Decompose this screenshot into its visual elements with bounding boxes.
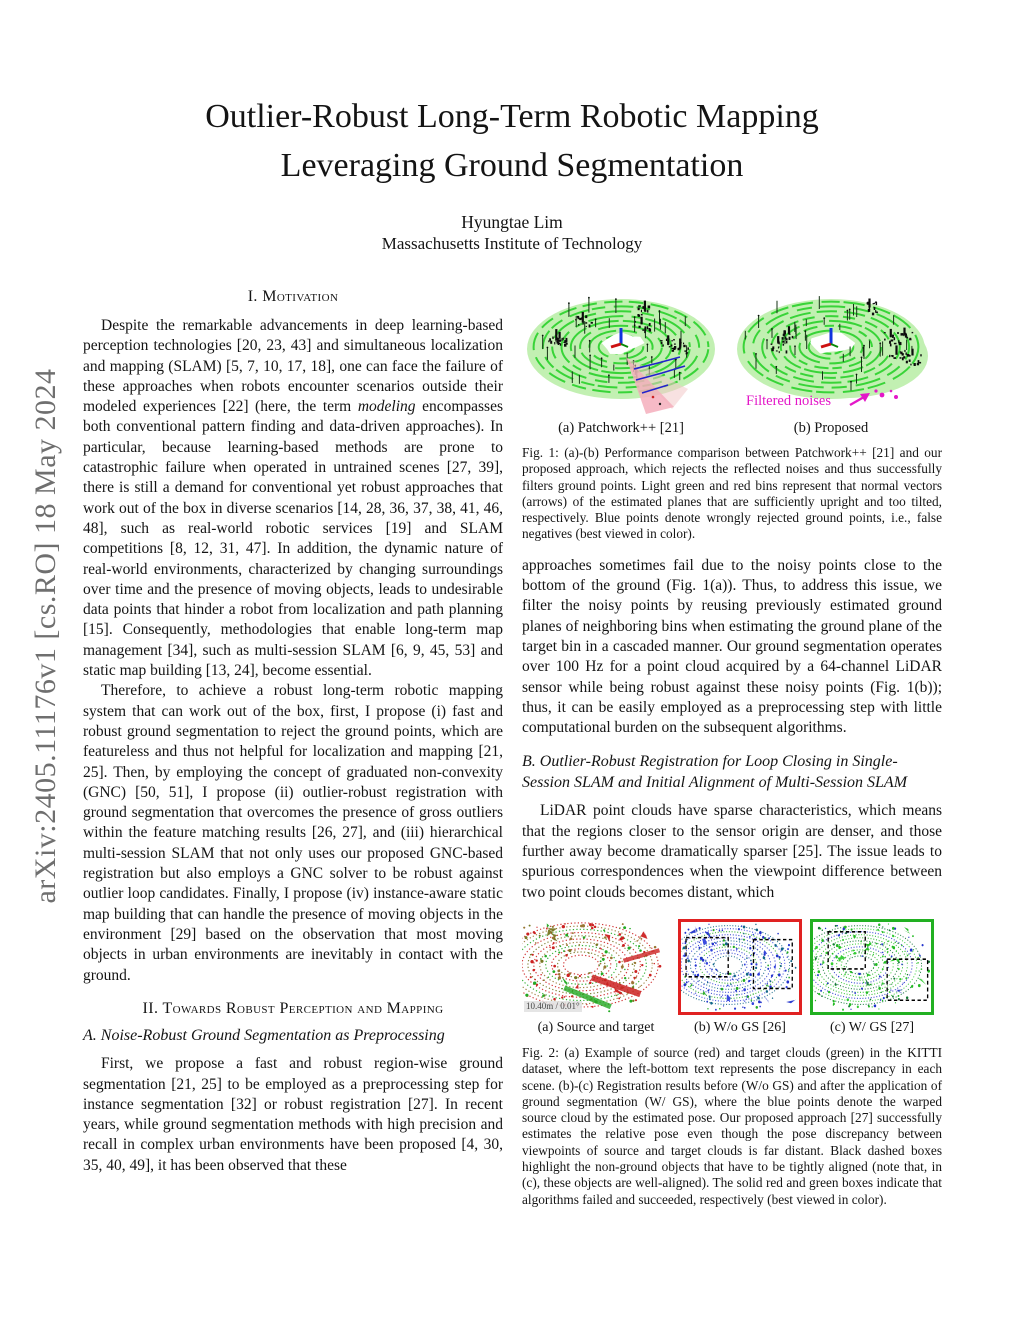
fig2-subcaption-a: (a) Source and target bbox=[537, 1019, 655, 1035]
fig2-subcaptions bbox=[522, 1019, 942, 1037]
section-heading-motivation: I. Motivation bbox=[247, 288, 339, 305]
subsection-b-heading: B. Outlier-Robust Registration for Loop Closing in Single-Session SLAM and Initial Alignment of Multi-Session SLAM bbox=[522, 753, 908, 791]
paper-title-line1: Outlier-Robust Long-Term Robotic Mapping bbox=[205, 98, 819, 135]
author-name: Hyungtae Lim bbox=[461, 212, 563, 232]
paragraph-lidar-sparse: LiDAR point clouds have sparse characteristics, which means that the regions closer to the sensor origin are denser, and those further away become dramatically sparser [25]. The issue leads to spurious correspondences when the viewpoint difference between two point clouds becomes distant, which bbox=[522, 802, 942, 901]
author-affiliation: Massachusetts Institute of Technology bbox=[381, 234, 643, 253]
paper-title-line2: Leveraging Ground Segmentation bbox=[280, 147, 744, 184]
paragraph-ground-seg: First, we propose a fast and robust region-wise ground segmentation [21, 25] to be employed as a preprocessing step for instance segmentation [32] or robust registration [27]. In recent years, while ground segmentation methods with high precision and recall in complex urban environments have been proposed [4, 30, 35, 40, 49], it has been observed that these bbox=[83, 1055, 503, 1174]
paragraph-motivation-2: Therefore, to achieve a robust long-term robotic mapping system that can work out of the box, first, I propose (i) fast and robust ground segmentation to reject the ground points, which are featureless and thus not helpful for localization and mapping [21, 25]. Then, by employing the concept of graduated non-convexity (GNC) [50, 51], I propose (ii) outlier-robust registration with ground segmentation that overcomes the presence of gross outliers within the feature matching results [26, 27], and (iii) hierarchical multi-session SLAM that not only uses our proposed GNC-based registration but also employs a GNC solver to be robust against outlier loop candidates. Finally, I propose (iv) instance-aware static map building that can handle the presence of moving objects in the environment [29] based on the observation that most moving objects in urban environments are inevitably in contact with the ground. bbox=[83, 682, 503, 984]
paragraph-ground-seg-continued: approaches sometimes fail due to the noisy points close to the bottom of the ground (Fig. 1(a)). Thus, to address this issue, we filter the noisy points by reusing previously estimated ground planes of neighboring bins when estimating the ground plane of the target bin in a cascaded manner. Our ground segmentation operates over 100 Hz for a point cloud acquired by a 64-channel LiDAR sensor while being robust against these noisy points (Fig. 1(b)); thus, it can be easily employed as a preprocessing step with little computational burden on the subsequent algorithms. bbox=[522, 556, 942, 737]
fig2-caption: Fig. 2: (a) Example of source (red) and target clouds (green) in the KITTI dataset, where the left-bottom text represents the pose discrepancy in each scene. (b)-(c) Registration results before (W/o GS) and after the application of ground segmentation (W/ GS), where the blue points denote the warped source cloud by the estimated pose. Our proposed approach [27] successfully estimates the relative pose even though the pose discrepancy between viewpoints of source and target clouds is far distant. Black dashed boxes highlight the non-ground objects that have to be tightly aligned (note that, in (c), these objects are well-aligned). The solid red and green boxes indicate that algorithms failed and succeeded, respectively (best viewed in color). bbox=[522, 1044, 942, 1207]
para1-italic-word: modeling bbox=[357, 398, 416, 416]
paper-title bbox=[0, 92, 1024, 190]
section-heading-towards: II. Towards Robust Perception and Mapping bbox=[142, 999, 444, 1017]
arxiv-watermark: arXiv:2405.11176v1 [cs.RO] 18 May 2024 bbox=[29, 368, 62, 904]
filtered-noises-label: Filtered noises bbox=[746, 393, 831, 409]
pose-discrepancy-label: 10.40m / 0.01° bbox=[526, 1000, 580, 1011]
paragraph-motivation-1 bbox=[83, 316, 503, 681]
fig2-pointcloud-c bbox=[813, 922, 931, 1012]
para1-pre: Despite the remarkable advancements in deep learning-based perception technologies [20, 23, 43] and simultaneous localization and mapping (SLAM) [5, 7, 10, 17, 18], one can face the failure of these approaches when robots encounter scenarios outside their modeled experiences [22] (here, the term bbox=[83, 317, 503, 416]
right-column bbox=[522, 281, 942, 1208]
fig2-pointcloud-b bbox=[681, 922, 799, 1012]
figure-1 bbox=[522, 283, 942, 417]
subsection-a-heading: A. Noise-Robust Ground Segmentation as Preprocessing bbox=[83, 1026, 445, 1044]
fig2-panel-source-target bbox=[522, 919, 670, 1015]
para1-post: encompasses both conventional pattern finding and data-driven approaches). In particular, because learning-based methods are prone to catastrophic failure when operated in untrained scenes [27, 39], there is still a demand for conventional yet robust approaches that work out of the box in diverse scenarios [14, 28, 36, 37, 38, 41, 46, 48], such as real-world robotic services [19] and SLAM competitions [8, 12, 31, 47]. In addition, the dynamic nature of real-world environments, characterized by changing surroundings over time and the presence of moving objects, leads to undesirable data points that hinder a robot from localization and path planning [15]. Consequently, methodologies that enable long-term map management [34], such as multi-session SLAM [6, 9, 45, 53] and static map building [13, 24], become essential. bbox=[83, 398, 503, 680]
fig1-subcaption-a: (a) Patchwork++ [21] bbox=[558, 420, 684, 436]
fig1-pointcloud-a bbox=[522, 283, 720, 417]
fig1-subcaption-b: (b) Proposed bbox=[793, 420, 869, 436]
fig2-panel-with-gs bbox=[810, 919, 934, 1015]
fig1-panel-patchwork bbox=[522, 283, 720, 417]
fig2-panel-without-gs bbox=[678, 919, 802, 1015]
fig1-panel-proposed bbox=[732, 283, 930, 417]
fig2-subcaption-c: (c) W/ GS [27] bbox=[829, 1019, 915, 1035]
fig1-caption: Fig. 1: (a)-(b) Performance comparison between Patchwork++ [21] and our proposed approach, which rejects the reflected noises and thus successfully filters ground points. Light green and red bins represent that normal vectors (arrows) of the estimated planes that are sufficiently upright and too tilted, respectively. Blue points denote wrongly rejected ground points, i.e., false negatives (best viewed in color). bbox=[522, 445, 942, 542]
left-column bbox=[83, 288, 503, 1176]
figure-2 bbox=[522, 919, 942, 1015]
title-block bbox=[0, 92, 1024, 255]
fig1-subcaptions bbox=[522, 419, 942, 437]
fig2-subcaption-b: (b) W/o GS [26] bbox=[694, 1019, 786, 1035]
